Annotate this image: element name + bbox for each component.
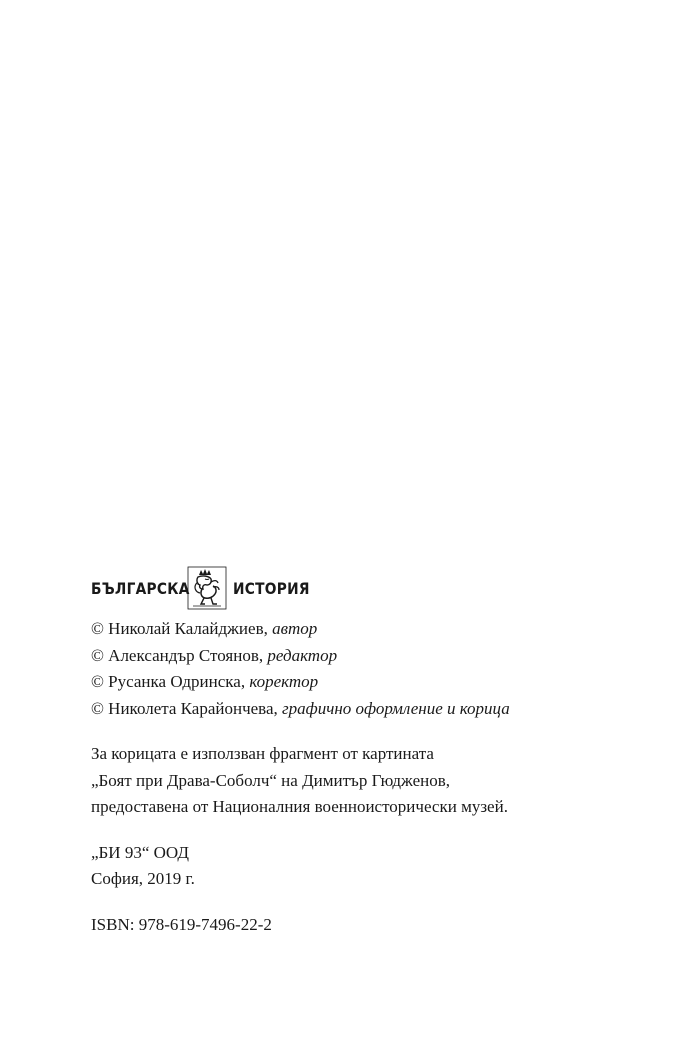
publisher-info: [91, 840, 671, 893]
copyright-symbol: ©: [91, 672, 104, 691]
copyright-symbol: ©: [91, 698, 104, 718]
credit-name: Александър Стоянов: [108, 645, 259, 665]
imprint-block: [91, 566, 671, 938]
cover-note-line: За корицата е използван фрагмент от картината: [91, 744, 434, 763]
publisher-city-year: София, 2019 г.: [91, 869, 195, 888]
copyright-symbol: ©: [91, 645, 104, 665]
copyright-symbol: ©: [91, 619, 104, 638]
lion-emblem-icon: [187, 566, 227, 610]
credit-role: редактор: [267, 645, 338, 665]
isbn-block: [91, 912, 671, 939]
credit-role: графично оформление и корица: [282, 698, 510, 718]
credit-role: автор: [272, 619, 318, 638]
credit-line: © Николета Карайончева, графично оформление и корица: [91, 698, 510, 718]
cover-note-line: предоставена от Националния военноисторически музей.: [91, 797, 508, 816]
cover-note: [91, 741, 671, 821]
logo-word-left: БЪЛГАРСКА: [91, 578, 190, 598]
credit-line: © Русанка Одринска, коректор: [91, 672, 319, 691]
credit-name: Русанка Одринска: [108, 672, 241, 691]
isbn: ISBN: 978-619-7496-22-2: [91, 914, 272, 934]
publisher-name: „БИ 93“ ООД: [91, 842, 189, 862]
credit-role: коректор: [249, 672, 319, 691]
publisher-logo: [91, 566, 671, 610]
credit-line: © Александър Стоянов, редактор: [91, 645, 338, 665]
credit-line: © Николай Калайджиев, автор: [91, 619, 318, 638]
credit-name: Николета Карайончева: [108, 698, 274, 718]
logo-word-right: ИСТОРИЯ: [233, 578, 310, 598]
credit-name: Николай Калайджиев: [108, 619, 264, 638]
cover-note-line: „Боят при Драва-Соболч“ на Димитър Гюдженов,: [91, 770, 450, 790]
